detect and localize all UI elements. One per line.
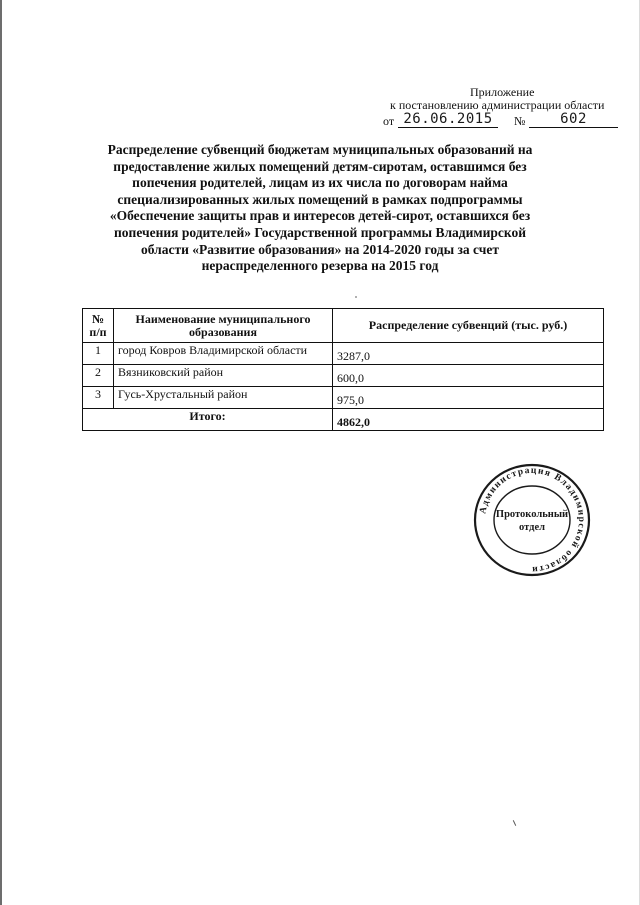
subvention-table <box>82 308 604 431</box>
subvention-amount: 600,0 <box>333 365 604 387</box>
stamp-center-line1: Протокольный <box>495 509 569 520</box>
table-row <box>83 365 604 387</box>
column-header-name: Наименование муниципального образования <box>114 309 333 343</box>
table-row <box>83 387 604 409</box>
stamp-center-line2: отдел <box>519 522 545 533</box>
total-label: Итого: <box>83 409 333 431</box>
row-number: 3 <box>83 387 114 409</box>
resolution-date: 26.06.2015 <box>398 111 498 128</box>
stamp-ring-text: Администрация Владимирской области <box>478 465 587 575</box>
total-amount: 4862,0 <box>333 409 604 431</box>
subvention-amount: 3287,0 <box>333 343 604 365</box>
number-prefix: № <box>514 114 526 128</box>
document-title: Распределение субвенций бюджетам муниципальных образований на предоставление жилых помещений детям-сиротам, оставшимся без попечения родителей, лицам из их числа по договорам найма специализированных жилых помещений в рамках подпрограммы «Обеспечение защиты прав и интересов детей-сирот, оставшихся без попечения родителей» Государственной программы Владимирской области «Развитие образования» на 2014-2020 годы за счет нераспределенного резерва на 2015 год <box>107 142 533 274</box>
municipality-name: город Ковров Владимирской области <box>114 343 333 365</box>
column-header-number: № п/п <box>83 309 114 343</box>
table-total-row <box>83 409 604 431</box>
table-header-row <box>83 309 604 343</box>
municipality-name: Вязниковский район <box>114 365 333 387</box>
stamp-outer-ring <box>475 465 589 575</box>
stamp-inner-ring <box>494 486 570 554</box>
appendix-title: Приложение <box>470 85 535 99</box>
scan-left-edge <box>0 0 2 905</box>
appendix-subtitle: к постановлению администрации области <box>390 98 605 112</box>
row-number: 1 <box>83 343 114 365</box>
scan-mark <box>513 820 516 826</box>
resolution-number: 602 <box>529 111 618 128</box>
resolution-date-number <box>383 113 618 131</box>
column-header-amount: Распределение субвенций (тыс. руб.) <box>333 309 604 343</box>
scan-speck <box>355 296 357 298</box>
date-prefix: от <box>383 114 395 128</box>
official-stamp <box>472 462 592 578</box>
subvention-amount: 975,0 <box>333 387 604 409</box>
row-number: 2 <box>83 365 114 387</box>
municipality-name: Гусь-Хрустальный район <box>114 387 333 409</box>
table-row <box>83 343 604 365</box>
